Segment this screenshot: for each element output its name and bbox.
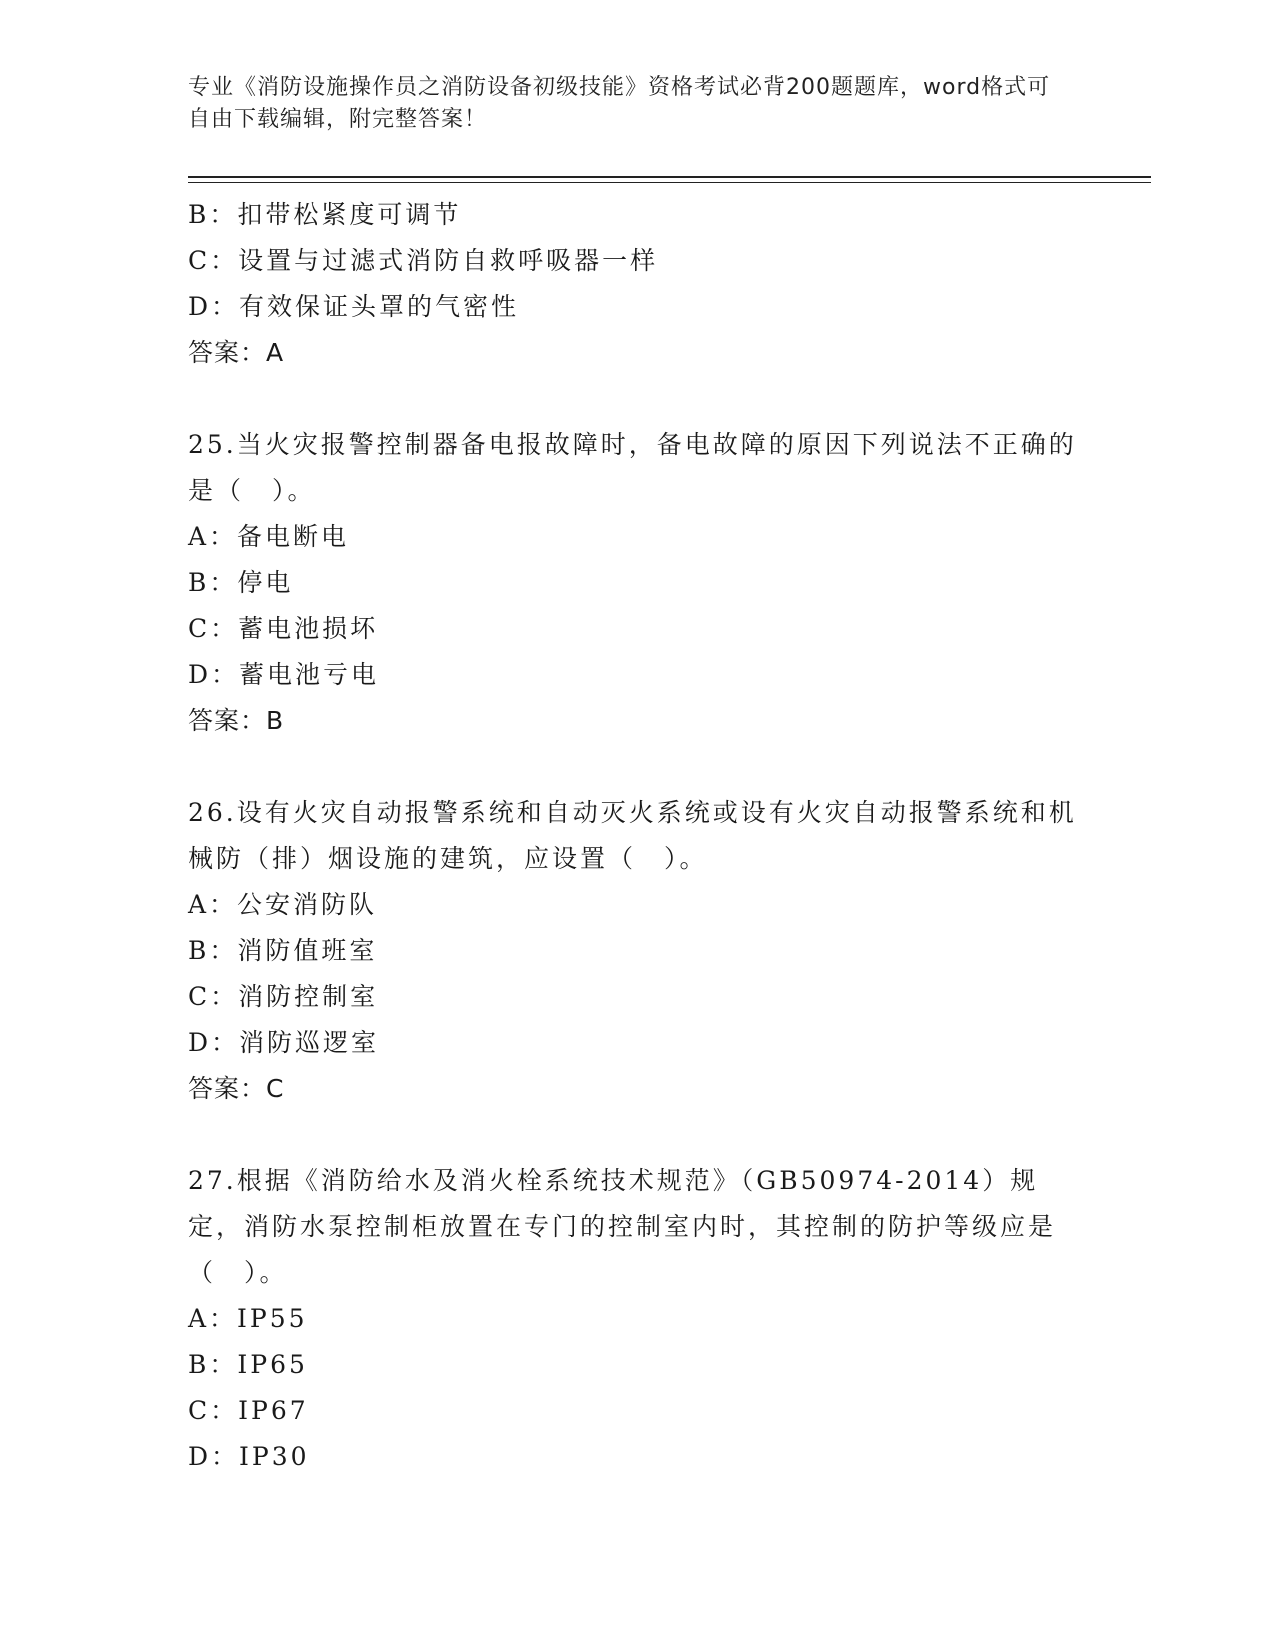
option-b: B：IP65: [188, 1350, 308, 1379]
question-list: [188, 192, 1088, 1480]
answer-line: 答案：C: [188, 1074, 285, 1103]
document-header: 专业《消防设施操作员之消防设备初级技能》资格考试必背200题题库，word格式可自由下载编辑，附完整答案！: [188, 75, 1051, 132]
header-rule-thin: [188, 182, 1151, 183]
option-c: C：蓄电池损坏: [188, 614, 379, 643]
option-b: B：停电: [188, 568, 294, 597]
option-a: A：IP55: [188, 1304, 308, 1333]
question-25: [188, 422, 1088, 744]
option-a: A：备电断电: [188, 522, 350, 551]
spacer: [188, 744, 1088, 790]
option-d: D：IP30: [188, 1442, 310, 1471]
spacer: [188, 376, 1088, 422]
option-d: D：蓄电池亏电: [188, 660, 380, 689]
option-c: C：IP67: [188, 1396, 309, 1425]
option-c: C：设置与过滤式消防自救呼吸器一样: [188, 246, 659, 275]
question-stem: 27.根据《消防给水及消火栓系统技术规范》（GB50974-2014）规定，消防水泵控制柜放置在专门的控制室内时，其控制的防护等级应是（ ）。: [188, 1166, 1057, 1287]
question-stem: 25.当火灾报警控制器备电报故障时，备电故障的原因下列说法不正确的是（ ）。: [188, 430, 1077, 505]
answer-line: 答案：B: [188, 706, 285, 735]
question-26: [188, 790, 1088, 1112]
header-rule-thick: [188, 176, 1151, 178]
question-stem: 26.设有火灾自动报警系统和自动灭火系统或设有火灾自动报警系统和机械防（排）烟设施的建筑，应设置（ ）。: [188, 798, 1077, 873]
option-c: C：消防控制室: [188, 982, 379, 1011]
option-d: D：消防巡逻室: [188, 1028, 380, 1057]
option-b: B：扣带松紧度可调节: [188, 200, 462, 229]
spacer: [188, 1112, 1088, 1158]
option-a: A：公安消防队: [188, 890, 378, 919]
question-27: [188, 1158, 1088, 1480]
option-b: B：消防值班室: [188, 936, 378, 965]
answer-line: 答案：A: [188, 338, 285, 367]
question-24-continued: [188, 192, 1088, 376]
option-d: D：有效保证头罩的气密性: [188, 292, 520, 321]
